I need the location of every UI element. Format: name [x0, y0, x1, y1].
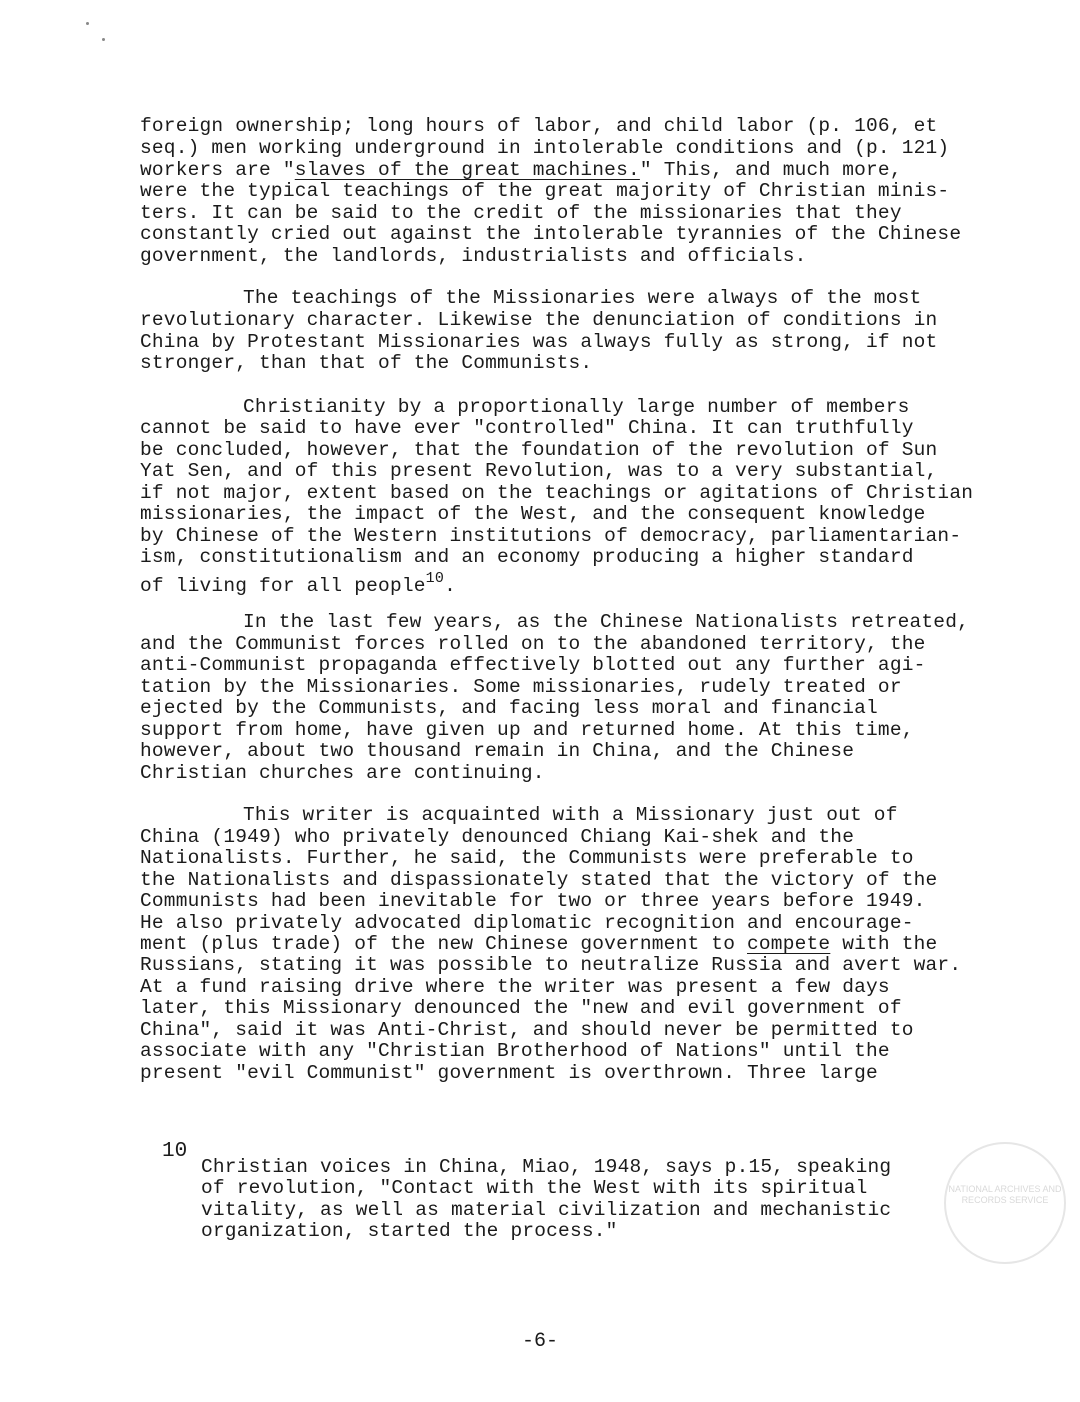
footnote-line: of revolution, "Contact with the West with its spiritual [201, 1177, 868, 1199]
text-line: by Chinese of the Western institutions of democracy, parliamentarian- [140, 525, 962, 547]
text-line: At a fund raising drive where the writer was present a few days [140, 976, 890, 998]
text-line: were the typical teachings of the great majority of Christian minis- [140, 180, 950, 202]
text-line: stronger, than that of the Communists. [140, 352, 593, 374]
underlined-phrase: slaves of the great machines. [294, 159, 640, 181]
text-line: of living for all people$^{10}$. [140, 570, 456, 597]
text-line: ters. It can be said to the credit of the missionaries that they [140, 202, 902, 224]
text-line: the Nationalists and dispassionately stated that the victory of the [140, 869, 938, 891]
text-line: support from home, have given up and returned home. At this time, [140, 719, 914, 741]
text-line: He also privately advocated diplomatic recognition and encourage- [140, 912, 914, 934]
text-line: China by Protestant Missionaries was always fully as strong, if not [140, 331, 938, 353]
footnote-reference: 10 [425, 570, 445, 587]
text-line: Christian churches are continuing. [140, 762, 545, 784]
text-line: if not major, extent based on the teachings or agitations of Christian [140, 482, 974, 504]
footnote-line: organization, started the process." [201, 1220, 618, 1242]
text-line: workers are "slaves of the great machines." This, and much more, [140, 159, 902, 181]
text-line: ment (plus trade) of the new Chinese government to compete with the [140, 933, 938, 955]
footnote-line: Christian voices in China, Miao, 1948, says p.15, speaking [201, 1156, 892, 1178]
text-line: Nationalists. Further, he said, the Communists were preferable to [140, 847, 914, 869]
text-line: Russians, stating it was possible to neutralize Russia and avert war. [140, 954, 962, 976]
paper-speck [86, 22, 89, 25]
text-line: however, about two thousand remain in China, and the Chinese [140, 740, 855, 762]
text-line: be concluded, however, that the foundation of the revolution of Sun [140, 439, 938, 461]
text-line: ejected by the Communists, and facing less moral and financial [140, 697, 878, 719]
text-line: later, this Missionary denounced the "new and evil government of [140, 997, 902, 1019]
text-line: tation by the Missionaries. Some missionaries, rudely treated or [140, 676, 902, 698]
paper-speck [102, 38, 105, 41]
text-line: anti-Communist propaganda effectively blotted out any further agi- [140, 654, 926, 676]
text-line: government, the landlords, industrialists and officials. [140, 245, 807, 267]
footnote-line: vitality, as well as material civilization and mechanistic [201, 1199, 892, 1221]
text-line: Communists had been inevitable for two or three years before 1949. [140, 890, 926, 912]
underlined-word: compete [747, 933, 831, 955]
text-line: revolutionary character. Likewise the denunciation of conditions in [140, 309, 938, 331]
text-line: foreign ownership; long hours of labor, and child labor (p. 106, et [140, 115, 938, 137]
text-line: Christianity by a proportionally large number of members [243, 396, 910, 418]
text-line: Yat Sen, and of this present Revolution, was to a very substantial, [140, 460, 938, 482]
text-line: cannot be said to have ever "controlled" China. It can truthfully [140, 417, 914, 439]
text-line: China", said it was Anti-Christ, and should never be permitted to [140, 1019, 914, 1041]
text-line: seq.) men working underground in intolerable conditions and (p. 121) [140, 137, 950, 159]
text-line: ism, constitutionalism and an economy producing a higher standard [140, 546, 914, 568]
text-line: This writer is acquainted with a Missionary just out of [243, 804, 898, 826]
text-line: The teachings of the Missionaries were always of the most [243, 287, 922, 309]
page-number: -6- [522, 1330, 559, 1353]
text-line: present "evil Communist" government is overthrown. Three large [140, 1062, 878, 1084]
text-line: missionaries, the impact of the West, and the consequent knowledge [140, 503, 926, 525]
archive-stamp: NATIONAL ARCHIVES AND RECORDS SERVICE [944, 1142, 1066, 1264]
text-line: constantly cried out against the intolerable tyrannies of the Chinese [140, 223, 962, 245]
text-line: associate with any "Christian Brotherhood of Nations" until the [140, 1040, 890, 1062]
text-line: China (1949) who privately denounced Chiang Kai-shek and the [140, 826, 855, 848]
text-line: and the Communist forces rolled on to the abandoned territory, the [140, 633, 926, 655]
text-line: In the last few years, as the Chinese Nationalists retreated, [243, 611, 970, 633]
footnote-marker: 10 [162, 1140, 188, 1163]
